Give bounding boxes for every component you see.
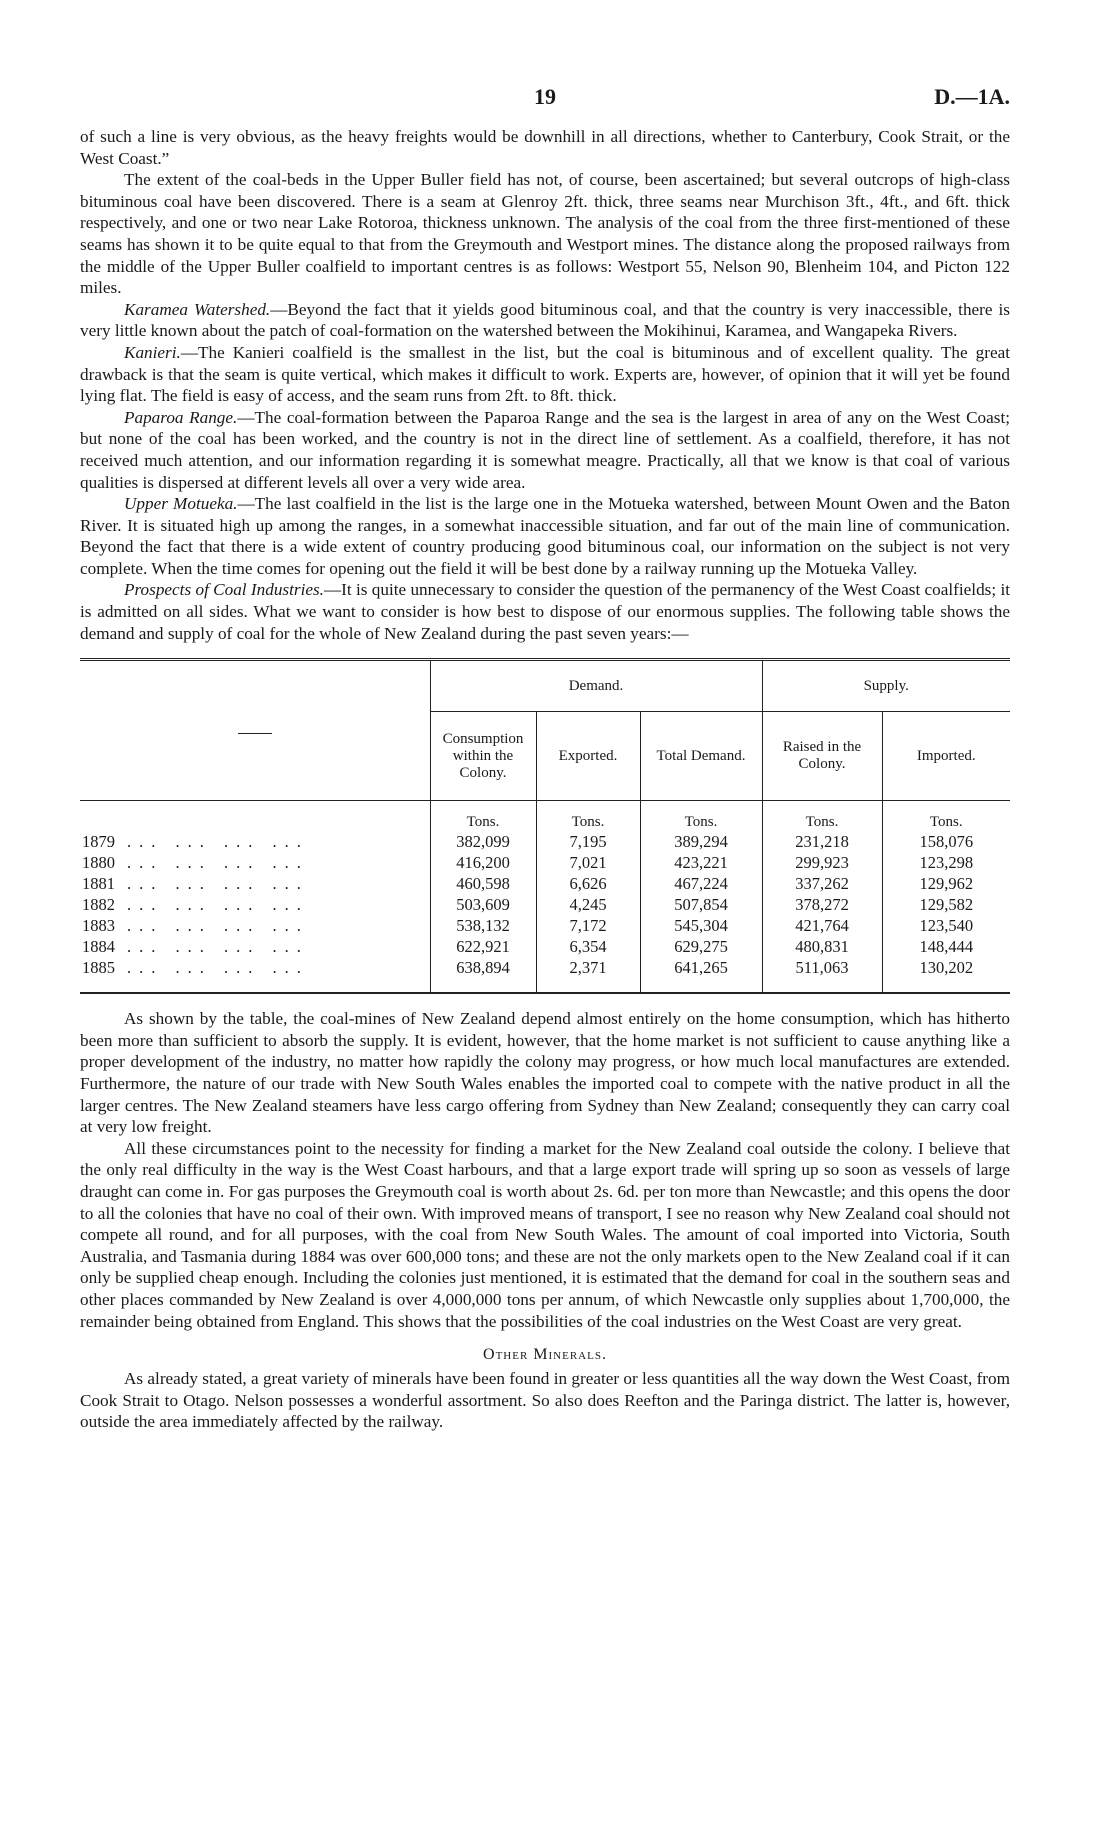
table-cell: 480,831 xyxy=(762,936,882,957)
table-cell: 416,200 xyxy=(430,852,536,873)
table-cell: 148,444 xyxy=(882,936,1010,957)
row-year: 1882 xyxy=(82,895,115,915)
document-reference: D.—1A. xyxy=(934,84,1010,109)
page-number: 19 xyxy=(534,84,556,109)
table-cell: 2,371 xyxy=(536,957,640,993)
demand-group-header: Demand. xyxy=(430,660,762,712)
table-row xyxy=(80,936,1010,957)
paragraph-lead: Karamea Watershed. xyxy=(124,299,271,319)
table-row xyxy=(80,915,1010,936)
leader-dots: ... ... ... ... xyxy=(127,916,309,936)
table-stub-header xyxy=(80,660,430,801)
table-cell: 389,294 xyxy=(640,831,762,852)
row-year: 1885 xyxy=(82,958,115,978)
row-year: 1880 xyxy=(82,853,115,873)
table-cell: 638,894 xyxy=(430,957,536,993)
paragraph-lead: Prospects of Coal Industries. xyxy=(124,580,324,600)
column-header-exported: Exported. xyxy=(536,712,640,801)
column-header-imported: Imported. xyxy=(882,712,1010,801)
table-cell: 382,099 xyxy=(430,831,536,852)
document-page xyxy=(80,80,1010,1433)
leader-dots: ... ... ... ... xyxy=(127,937,309,957)
table-cell: 545,304 xyxy=(640,915,762,936)
paragraph: Kanieri.—The Kanieri coalfield is the smallest in the list, but the coal is bituminous and of excellent quality. The great drawback is that the seam is quite vertical, which makes it difficult to work. Experts are, however, of opinion that it will yet be found lying flat. The field is easy of access, and the seam runs from 2ft. to 8ft. thick. xyxy=(80,342,1010,406)
paragraph: Karamea Watershed.—Beyond the fact that it yields good bituminous coal, and that the country is very inaccessible, there is very little known about the patch of coal-formation on the watershed between the Mokihinui, Karamea, and Wangapeka Rivers. xyxy=(80,299,1010,341)
paragraph: The extent of the coal-beds in the Upper Buller field has not, of course, been ascertained; but several outcrops of high-class bituminous coal have been discovered. There is a seam at Glenroy 2ft. thick, three seams near Murchison 3ft., 4ft., and 6ft. thick respectively, and one or two near Lake Rotoroa, thickness unknown. The analysis of the coal from the three first-mentioned of these seams has shown it to be quite equal to that from the Greymouth and Westport mines. The distance along the proposed railways from the middle of the Upper Buller coalfield to important centres is as follows: Westport 55, Nelson 90, Blenheim 104, and Picton 122 miles. xyxy=(80,170,1010,298)
coal-demand-supply-table xyxy=(80,658,1010,994)
table-cell: 538,132 xyxy=(430,915,536,936)
table-cell: 511,063 xyxy=(762,957,882,993)
paragraph: of such a line is very obvious, as the heavy freights would be downhill in all directions, whether to Canterbury, Cook Strait, or the West Coast.” xyxy=(80,127,1010,168)
table-cell: 641,265 xyxy=(640,957,762,993)
table-cell: 299,923 xyxy=(762,852,882,873)
table-cell: 467,224 xyxy=(640,873,762,894)
leader-dots: ... ... ... ... xyxy=(127,895,309,915)
unit-label: Tons. xyxy=(882,801,1010,832)
table-cell: 129,582 xyxy=(882,894,1010,915)
table-cell: 7,195 xyxy=(536,831,640,852)
unit-label: Tons. xyxy=(762,801,882,832)
unit-label: Tons. xyxy=(640,801,762,832)
table-body xyxy=(80,801,1010,994)
page-header xyxy=(80,80,1010,126)
table-row xyxy=(80,852,1010,873)
table-row xyxy=(80,894,1010,915)
leader-dots: ... ... ... ... xyxy=(127,832,309,852)
leader-dots: ... ... ... ... xyxy=(127,874,309,894)
column-header-total-demand: Total Demand. xyxy=(640,712,762,801)
paragraph-lead: Upper Motueka. xyxy=(124,494,238,514)
paragraph: As already stated, a great variety of minerals have been found in greater or less quantities all the way down the West Coast, from Cook Strait to Otago. Nelson possesses a wonderful assortment. So also does Reefton and the Paringa district. The latter is, however, outside the area immediately affected by the railway. xyxy=(80,1369,1010,1432)
table-cell: 130,202 xyxy=(882,957,1010,993)
table-cell: 337,262 xyxy=(762,873,882,894)
paragraph: Paparoa Range.—The coal-formation between the Paparoa Range and the sea is the largest in area of any on the West Coast; but none of the coal has been worked, and the country is not in the direct line of settlement. As a coalfield, therefore, it has not received much attention, and our information regarding it is somewhat meagre. Practically, all that we know is that coal of various qualities is dispersed at different levels all over a very wide area. xyxy=(80,407,1010,492)
table-cell: 158,076 xyxy=(882,831,1010,852)
units-row xyxy=(80,801,1010,832)
table-cell: 7,172 xyxy=(536,915,640,936)
body-text-top xyxy=(80,126,1010,644)
table-cell: 460,598 xyxy=(430,873,536,894)
table-cell: 421,764 xyxy=(762,915,882,936)
table-cell: 378,272 xyxy=(762,894,882,915)
leader-dots: ... ... ... ... xyxy=(127,853,309,873)
row-year: 1881 xyxy=(82,874,115,894)
column-header-consumption: Consumption within the Colony. xyxy=(430,712,536,801)
table-cell: 629,275 xyxy=(640,936,762,957)
body-text-bottom xyxy=(80,1008,1010,1332)
table-cell: 503,609 xyxy=(430,894,536,915)
paragraph: As shown by the table, the coal-mines of New Zealand depend almost entirely on the home consumption, which has hitherto been more than sufficient to absorb the supply. It is evident, however, that the home market is not sufficient to cause anything like a proper development of the industry, no matter how rapidly the colony may progress, or how much local manufactures are extended. Furthermore, the nature of our trade with New South Wales enables the imported coal to compete with the native product in all the larger centres. The New Zealand steamers have less cargo offering from Sydney than New Zealand; consequently they can carry coal at very low freight. xyxy=(80,1009,1010,1137)
unit-label: Tons. xyxy=(430,801,536,832)
table-cell: 6,626 xyxy=(536,873,640,894)
paragraph: Prospects of Coal Industries.—It is quite unnecessary to consider the question of the permanency of the West Coast coalfields; it is admitted on all sides. What we want to consider is how best to dispose of our enormous supplies. The following table shows the demand and supply of coal for the whole of New Zealand during the past seven years:— xyxy=(80,580,1010,643)
table-cell: 507,854 xyxy=(640,894,762,915)
section-title: Other Minerals. xyxy=(483,1346,607,1364)
table-cell: 4,245 xyxy=(536,894,640,915)
table-cell: 6,354 xyxy=(536,936,640,957)
table-row xyxy=(80,873,1010,894)
table-row xyxy=(80,957,1010,993)
paragraph-lead: Paparoa Range. xyxy=(124,407,238,427)
table-cell: 123,298 xyxy=(882,852,1010,873)
paragraph-lead: Kanieri. xyxy=(124,342,181,362)
table-cell: 423,221 xyxy=(640,852,762,873)
table-cell: 231,218 xyxy=(762,831,882,852)
row-year: 1879 xyxy=(82,832,115,852)
unit-label: Tons. xyxy=(536,801,640,832)
body-text-last xyxy=(80,1368,1010,1433)
row-year: 1883 xyxy=(82,916,115,936)
table-cell: 123,540 xyxy=(882,915,1010,936)
paragraph: Upper Motueka.—The last coalfield in the list is the large one in the Motueka watershed, between Mount Owen and the Baton River. It is situated high up among the ranges, in a somewhat inaccessible situation, and far out of the main line of communication. Beyond the fact that there is a wide extent of country producing good bituminous coal, our information on the subject is not very complete. When the time comes for opening out the field it will be best done by a railway running up the Motueka Valley. xyxy=(80,494,1010,578)
leader-dots: ... ... ... ... xyxy=(127,958,309,978)
column-header-raised: Raised in the Colony. xyxy=(762,712,882,801)
table-cell: 7,021 xyxy=(536,852,640,873)
table-cell: 129,962 xyxy=(882,873,1010,894)
stub-dash xyxy=(238,733,272,734)
row-year: 1884 xyxy=(82,937,115,957)
table-cell: 622,921 xyxy=(430,936,536,957)
paragraph: All these circumstances point to the necessity for finding a market for the New Zealand coal outside the colony. I believe that the only real difficulty in the way is the West Coast harbours, and that a large export trade will spring up so soon as vessels of large draught can come in. For gas purposes the Greymouth coal is worth about 2s. 6d. per ton more than Newcastle; and this opens the door to all the colonies that have no coal of their own. With improved means of transport, I see no reason why New Zealand coal should not compete all round, and for all purposes, with the coal from New South Wales. The amount of coal imported into Victoria, South Australia, and Tasmania during 1884 was over 600,000 tons; and these are not the only markets open to the New Zealand coal if it can only be supplied cheap enough. Including the colonies just mentioned, it is estimated that the demand for coal in the southern seas and other places commanded by New Zealand is over 4,000,000 tons per annum, of which Newcastle only supplies about 1,700,000, the remainder being obtained from England. This shows that the possibilities of the coal industries on the West Coast are very great. xyxy=(80,1138,1010,1331)
table-row xyxy=(80,831,1010,852)
supply-group-header: Supply. xyxy=(762,660,1010,712)
